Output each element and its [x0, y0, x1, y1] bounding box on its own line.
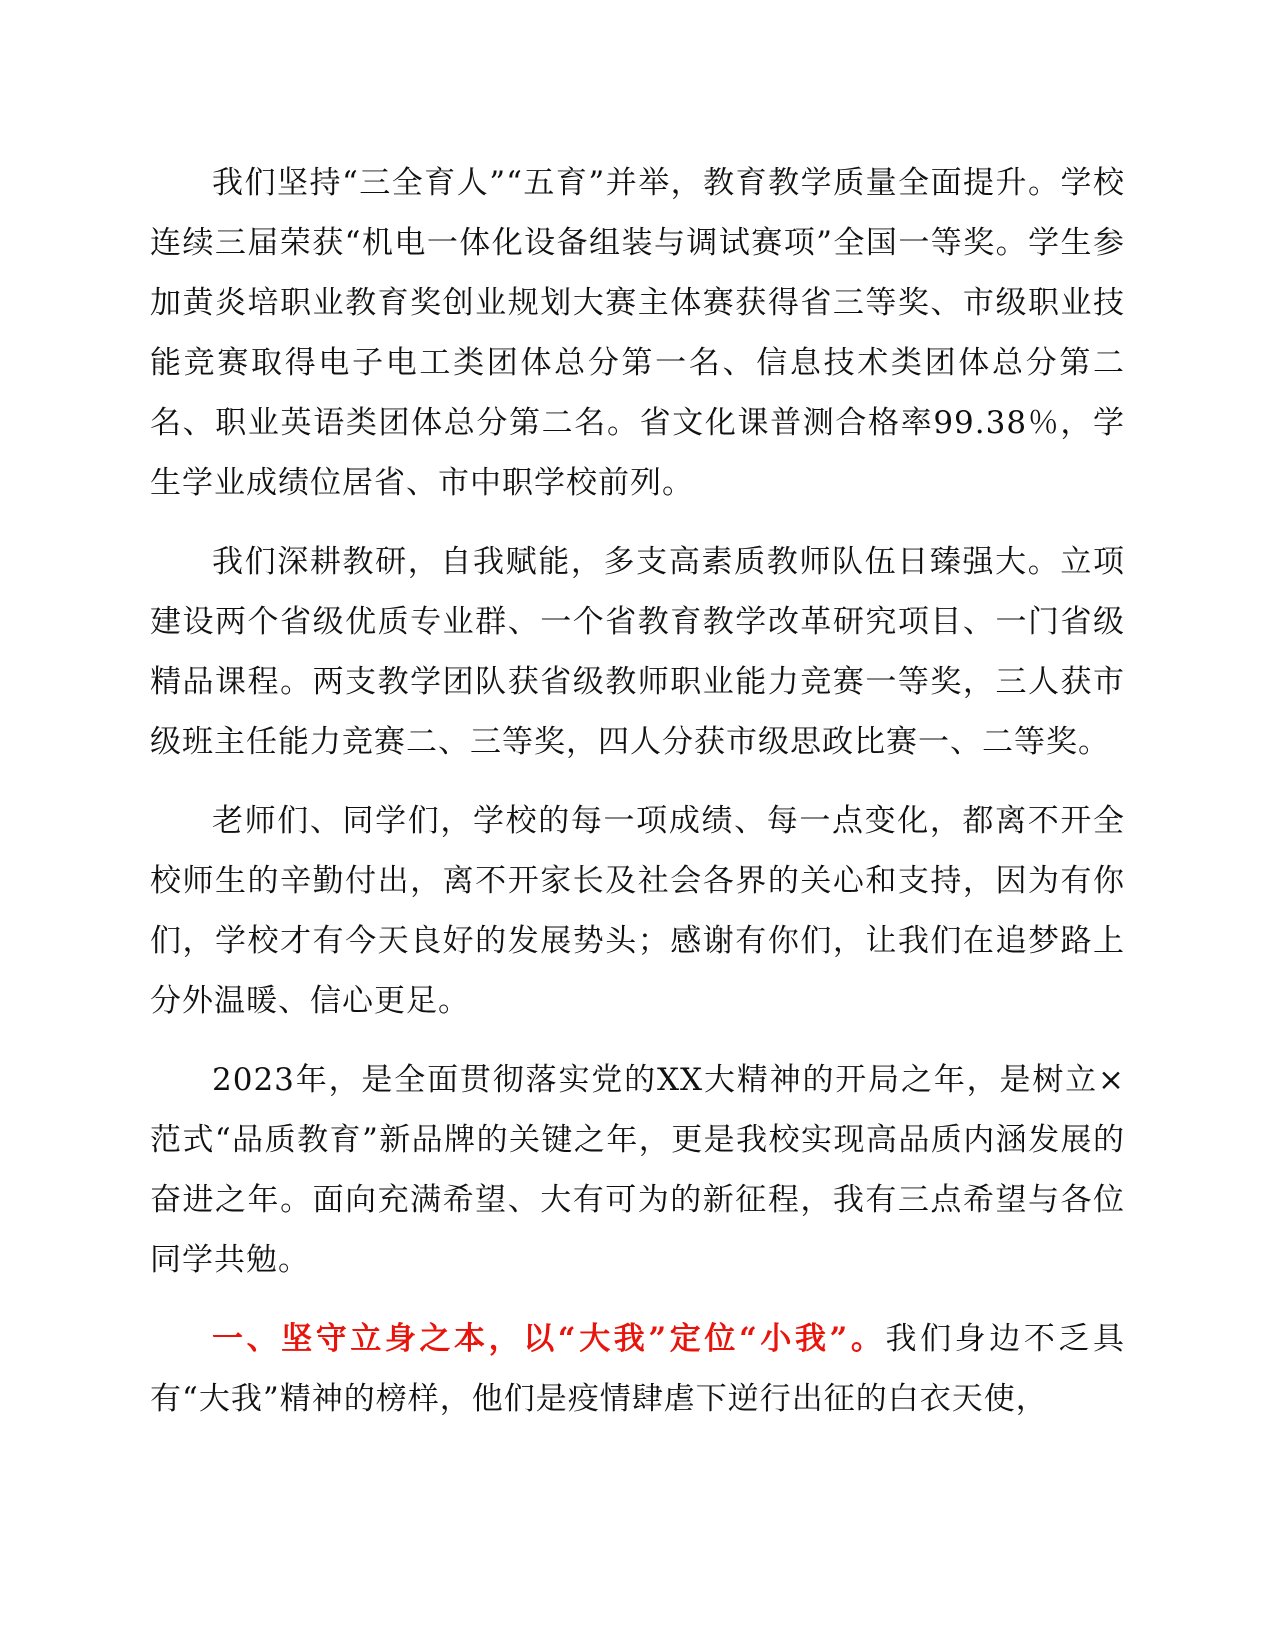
- document-body: [150, 153, 1125, 1429]
- section-one-heading: 一、坚守立身之本，以“大我”定位“小我”。: [212, 1321, 886, 1357]
- paragraph-year-2023: 2023年，是全面贯彻落实党的XX大精神的开局之年，是树立×范式“品质教育”新品牌的关键之年，更是我校实现高品质内涵发展的奋进之年。面向充满希望、大有可为的新征程，我有三点希望与各位同学共勉。: [150, 1062, 1125, 1278]
- paragraph-teaching-research: 我们深耕教研，自我赋能，多支高素质教师队伍日臻强大。立项建设两个省级优质专业群、一个省教育教学改革研究项目、一门省级精品课程。两支教学团队获省级教师职业能力竞赛一等奖，三人获市级班主任能力竞赛二、三等奖，四人分获市级思政比赛一、二等奖。: [150, 544, 1125, 760]
- paragraph-gratitude: 老师们、同学们，学校的每一项成绩、每一点变化，都离不开全校师生的辛勤付出，离不开家长及社会各界的关心和支持，因为有你们，学校才有今天良好的发展势头；感谢有你们，让我们在追梦路上分外温暖、信心更足。: [150, 803, 1125, 1019]
- paragraph-education-quality: 我们坚持“三全育人”“五育”并举，教育教学质量全面提升。学校连续三届荣获“机电一体化设备组装与调试赛项”全国一等奖。学生参加黄炎培职业教育奖创业规划大赛主体赛获得省三等奖、市级职业技能竞赛取得电子电工类团体总分第一名、信息技术类团体总分第二名、职业英语类团体总分第二名。省文化课普测合格率99.38％，学生学业成绩位居省、市中职学校前列。: [150, 165, 1125, 501]
- paragraph-section-one: [150, 1309, 1125, 1429]
- section-one-body: 我们身边不乏具有“大我”精神的榜样，他们是疫情肆虐下逆行出征的白衣天使，: [150, 1321, 1125, 1417]
